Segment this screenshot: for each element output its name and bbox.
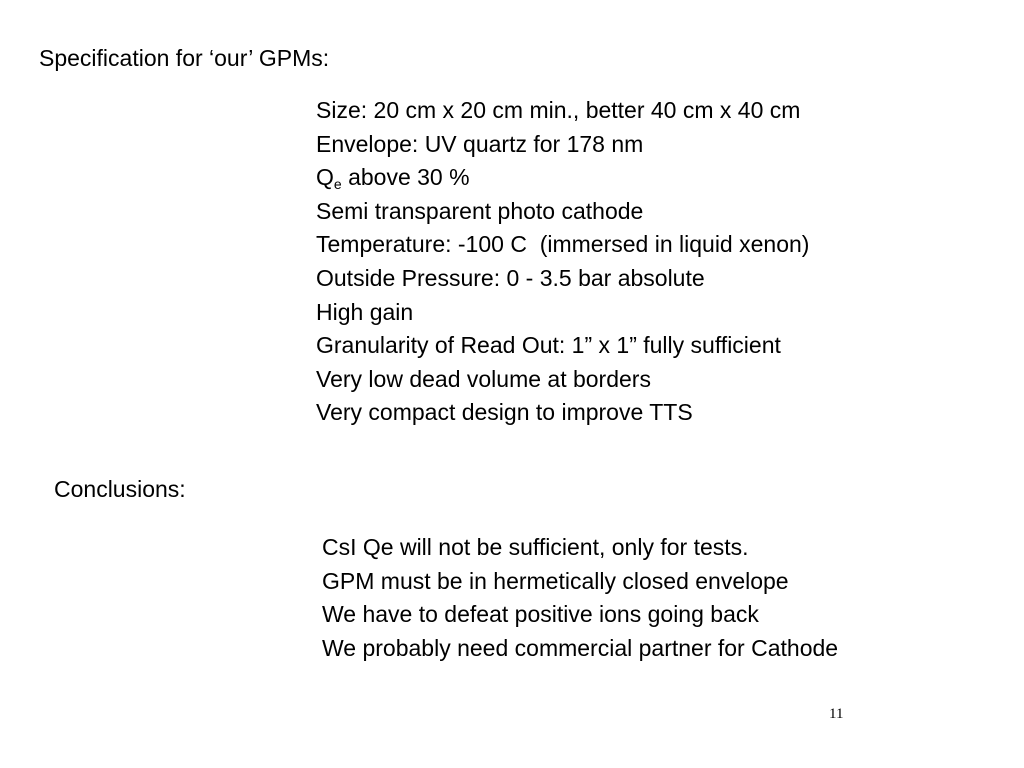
conclusion-item: CsI Qe will not be sufficient, only for tests. xyxy=(322,534,749,560)
specification-heading: Specification for ‘our’ GPMs: xyxy=(39,45,330,71)
qe-symbol: Q xyxy=(316,164,334,191)
specification-list xyxy=(316,94,809,430)
spec-item-temperature: Temperature: -100 C (immersed in liquid xenon) xyxy=(316,231,810,258)
qe-text: above 30 % xyxy=(341,164,470,191)
spec-item-cathode: Semi transparent photo cathode xyxy=(316,197,644,224)
spec-item-pressure: Outside Pressure: 0 - 3.5 bar absolute xyxy=(316,264,705,291)
spec-item-compact: Very compact design to improve TTS xyxy=(316,399,693,426)
conclusions-heading: Conclusions: xyxy=(54,476,186,502)
spec-item-qe xyxy=(316,161,809,195)
conclusions-list xyxy=(322,531,838,665)
qe-subscript: e xyxy=(333,176,342,193)
page-number: 11 xyxy=(829,706,844,722)
spec-item-size: Size: 20 cm x 20 cm min., better 40 cm x 40 cm xyxy=(316,97,801,123)
spec-item-gain: High gain xyxy=(316,298,414,325)
conclusion-item: GPM must be in hermetically closed envelope xyxy=(322,567,789,594)
conclusion-item: We have to defeat positive ions going back xyxy=(322,601,759,628)
conclusion-item: We probably need commercial partner for Cathode xyxy=(322,634,839,661)
spec-item-granularity: Granularity of Read Out: 1” x 1” fully sufficient xyxy=(316,332,781,359)
spec-item-dead-volume: Very low dead volume at borders xyxy=(316,365,651,392)
spec-item-envelope: Envelope: UV quartz for 178 nm xyxy=(316,130,644,157)
